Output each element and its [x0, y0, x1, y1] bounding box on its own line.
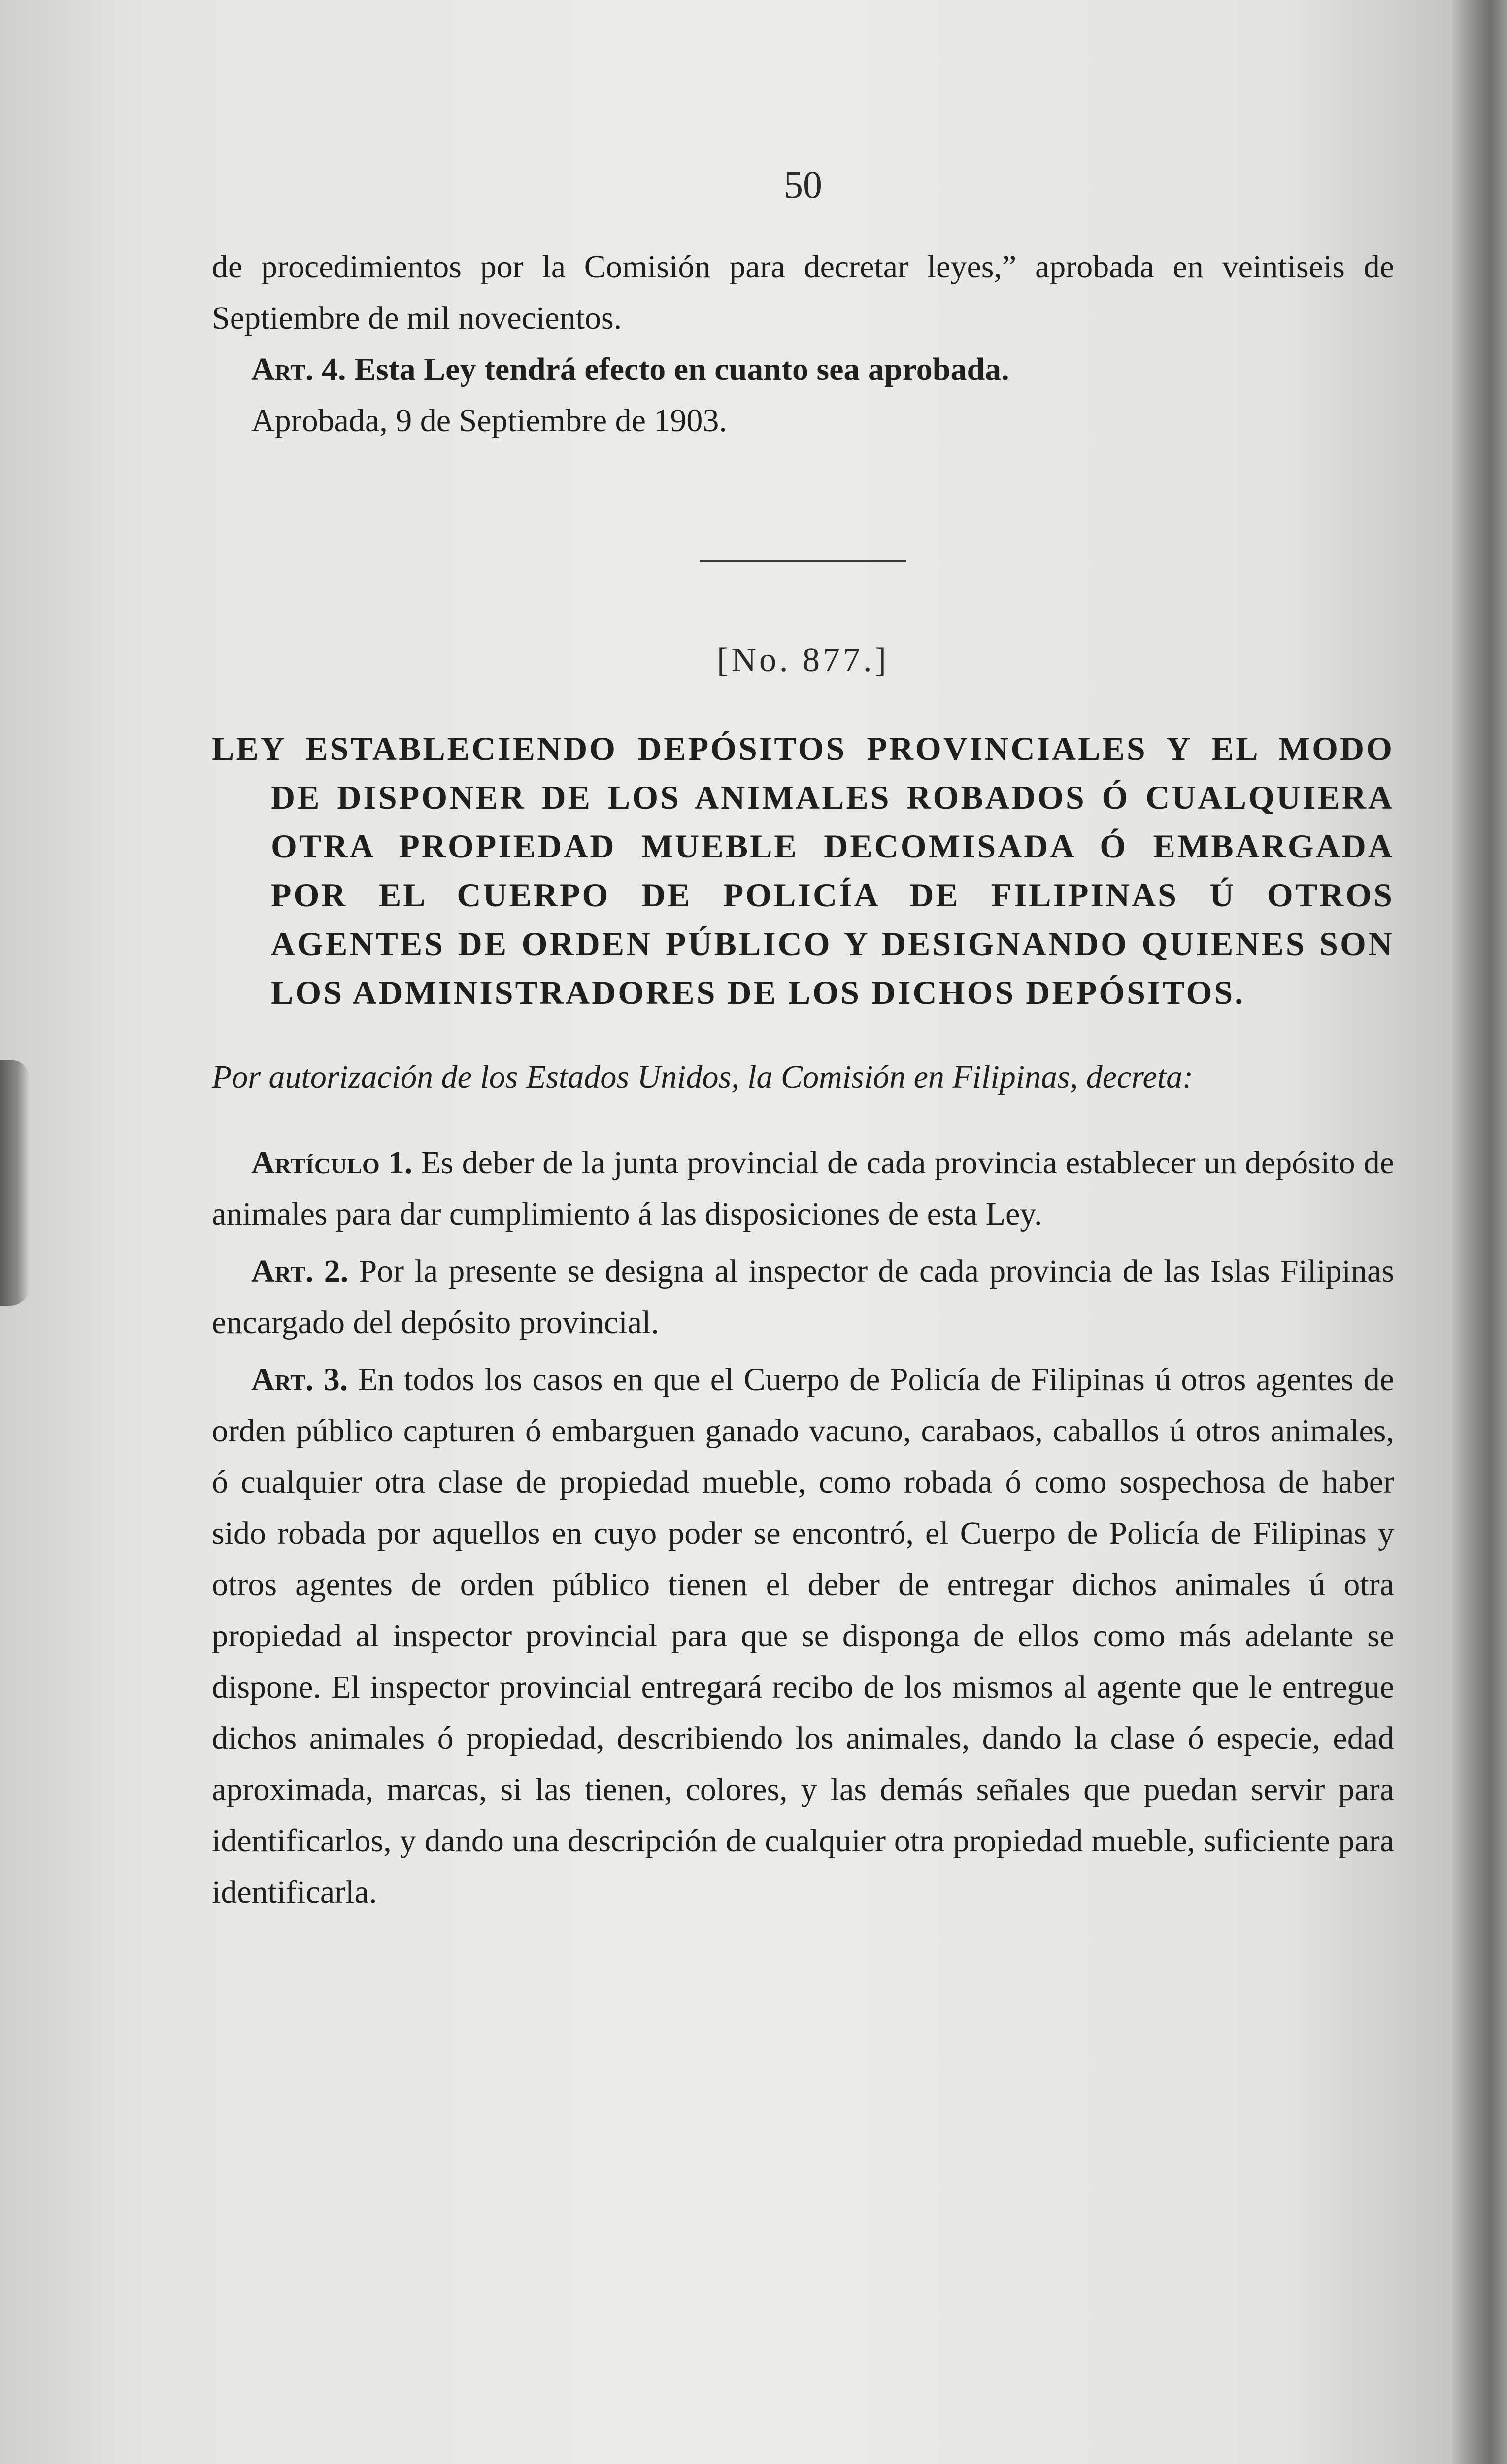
enacting-clause: Por autorización de los Estados Unidos, la Comisión en Filipinas, decreta:	[212, 1059, 1194, 1095]
page-content	[212, 163, 1394, 1924]
article-2	[212, 1246, 1394, 1348]
article-text: Esta Ley tendrá efecto en cuanto sea aprobada.	[354, 351, 1009, 387]
page-number: 50	[784, 163, 822, 206]
law-title: LEY ESTABLECIENDO DEPÓSITOS PROVINCIALES Y EL MODO DE DISPONER DE LOS ANIMALES ROBADOS Ó CUALQUIERA OTRA PROPIEDAD MUEBLE DECOMISADA Ó EMBARGADA POR EL CUERPO DE POLICÍA DE FILIPINAS Ú OTROS AGENTES DE ORDEN PÚBLICO Y DESIGNANDO QUIENES SON LOS ADMINISTRADORES DE LOS DICHOS DEPÓSITOS.	[212, 730, 1394, 1011]
article-3	[212, 1354, 1394, 1918]
approval-date: Aprobada, 9 de Septiembre de 1903.	[251, 403, 727, 439]
article-label: Art. 2.	[251, 1253, 349, 1289]
page-edge-shadow	[0, 1060, 30, 1306]
article-text: Es deber de la junta provincial de cada provincia establecer un depósito de animales para dar cumplimiento á las disposiciones de esta Ley.	[212, 1145, 1394, 1232]
previous-law-article-4	[212, 344, 1394, 395]
article-text: Por la presente se designa al inspector de cada provincia de las Islas Filipinas encargado del depósito provincial.	[212, 1253, 1394, 1340]
article-1	[212, 1137, 1394, 1240]
article-text: En todos los casos en que el Cuerpo de Policía de Filipinas ú otros agentes de orden público capturen ó embarguen ganado vacuno, carabaos, caballos ú otros animales, ó cualquier otra clase de propiedad mueble, como robada ó como sospechosa de haber sido robada por aquellos en cuyo poder se encontró, el Cuerpo de Policía de Filipinas y otros agentes de orden público tienen el deber de entregar dichos animales ú otra propiedad al inspector provincial para que se disponga de ellos como más adelante se dispone. El inspector provincial entregará recibo de los mismos al agente que le entregue dichos animales ó propiedad, describiendo los animales, dando la clase ó especie, edad aproximada, marcas, si las tienen, colores, y las demás señales que puedan servir para identificarlos, y dando una descripción de cualquier otra propiedad mueble, suficiente para identificarla.	[212, 1362, 1395, 1910]
article-label: Art. 4.	[251, 351, 346, 387]
article-label: Art. 3.	[251, 1362, 348, 1398]
article-label: Artículo 1.	[251, 1145, 413, 1181]
law-number: [No. 877.]	[717, 641, 889, 679]
page-binding-shadow	[1453, 0, 1507, 2464]
section-divider	[700, 560, 906, 562]
previous-law-continuation: de procedimientos por la Comisión para decretar leyes,” aprobada en veintiseis de Septiembre de mil novecientos.	[212, 249, 1394, 336]
